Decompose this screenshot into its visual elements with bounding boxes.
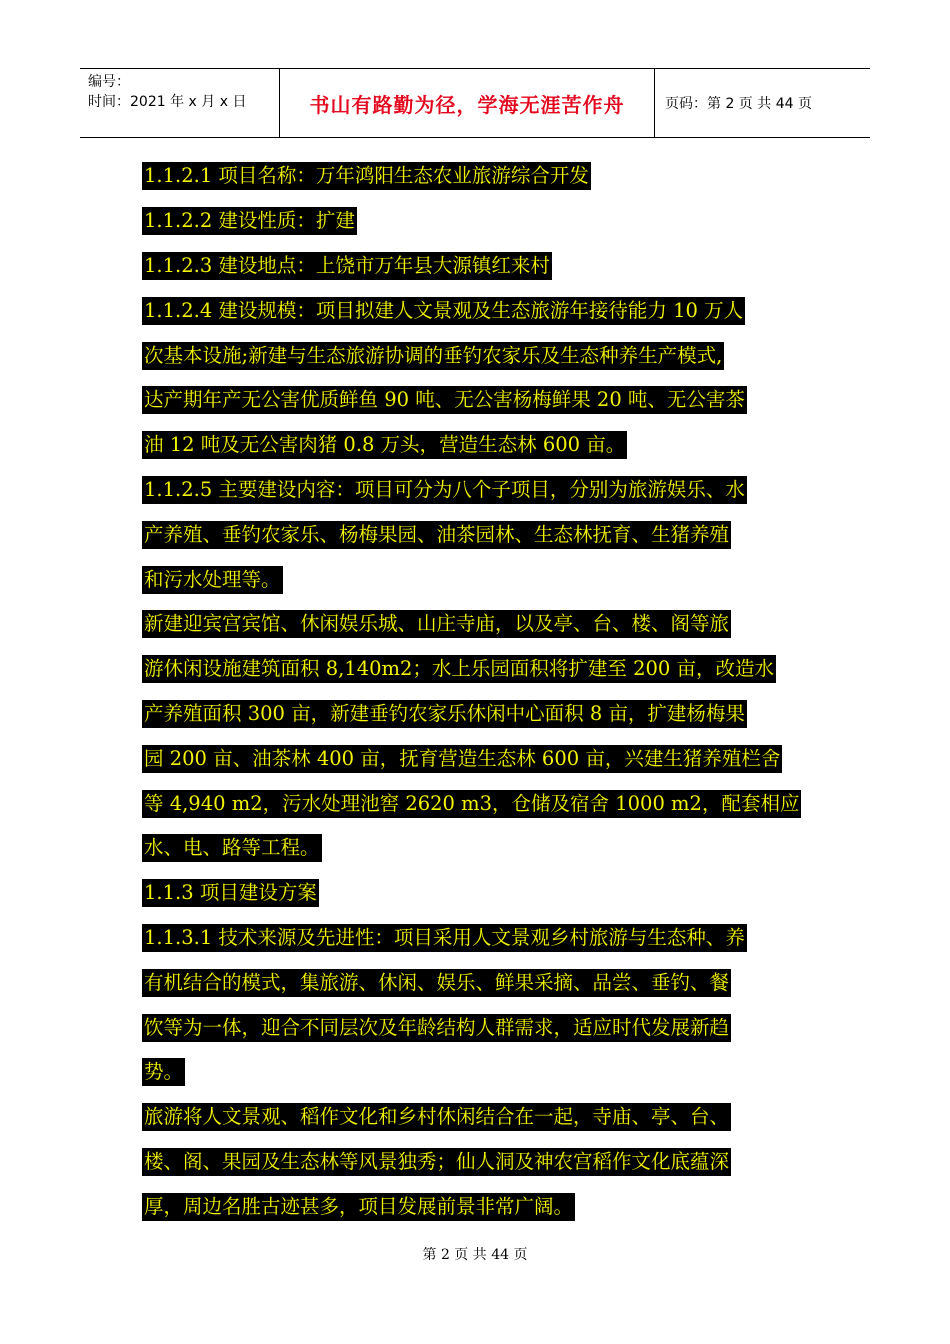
highlighted-text: 油 12 吨及无公害肉猪 0.8 万头，营造生态林 600 亩。 xyxy=(142,431,627,459)
body-line xyxy=(142,736,822,781)
body-line xyxy=(142,288,822,333)
document-time-label: 时间：2021 年 x 月 x 日 xyxy=(88,94,247,110)
body-line xyxy=(142,826,822,871)
highlighted-text: 达产期年产无公害优质鲜鱼 90 吨、无公害杨梅鲜果 20 吨、无公害茶 xyxy=(142,386,747,414)
body-line xyxy=(142,1005,822,1050)
highlighted-text: 厚，周边名胜古迹甚多，项目发展前景非常广阔。 xyxy=(142,1193,575,1221)
highlighted-text: 楼、阁、果园及生态林等风景独秀；仙人洞及神农宫稻作文化底蕴深 xyxy=(142,1148,731,1176)
highlighted-text: 产养殖、垂钓农家乐、杨梅果园、油茶园林、生态林抚育、生猪养殖 xyxy=(142,521,731,549)
highlighted-text: 有机结合的模式，集旅游、休闲、娱乐、鲜果采摘、品尝、垂钓、餐 xyxy=(142,969,731,997)
page-header xyxy=(80,68,870,138)
body-line xyxy=(142,512,822,557)
highlighted-text: 1.1.3.1 技术来源及先进性：项目采用人文景观乡村旅游与生态种、养 xyxy=(142,924,747,952)
body-line xyxy=(142,199,822,244)
body-line xyxy=(142,423,822,468)
body-line xyxy=(142,154,822,199)
highlighted-text: 产养殖面积 300 亩，新建垂钓农家乐休闲中心面积 8 亩，扩建杨梅果 xyxy=(142,700,747,728)
highlighted-text: 次基本设施;新建与生态旅游协调的垂钓农家乐及生态种养生产模式, xyxy=(142,342,724,370)
body-line xyxy=(142,468,822,513)
highlighted-text: 1.1.2.5 主要建设内容：项目可分为八个子项目，分别为旅游娱乐、水 xyxy=(142,476,747,504)
body-line xyxy=(142,692,822,737)
body-line xyxy=(142,916,822,961)
body-line xyxy=(142,781,822,826)
header-motto-cell xyxy=(280,69,655,137)
highlighted-text: 等 4,940 m2，污水处理池窖 2620 m3，仓储及宿舍 1000 m2，配套相应 xyxy=(142,790,801,818)
highlighted-text: 旅游将人文景观、稻作文化和乡村休闲结合在一起，寺庙、亭、台、 xyxy=(142,1103,731,1131)
highlighted-text: 园 200 亩、油茶林 400 亩，抚育营造生态林 600 亩，兴建生猪养殖栏舍 xyxy=(142,745,782,773)
body-line xyxy=(142,1140,822,1185)
body-line xyxy=(142,871,822,916)
header-meta-cell xyxy=(80,69,280,137)
body-line xyxy=(142,1184,822,1229)
document-number-label: 编号： xyxy=(88,74,130,90)
body-line xyxy=(142,1095,822,1140)
highlighted-text: 1.1.2.2 建设性质：扩建 xyxy=(142,207,357,235)
body-line xyxy=(142,557,822,602)
highlighted-text: 和污水处理等。 xyxy=(142,566,283,594)
highlighted-text: 游休闲设施建筑面积 8,140m2；水上乐园面积将扩建至 200 亩，改造水 xyxy=(142,655,776,683)
highlighted-text: 1.1.2.4 建设规模：项目拟建人文景观及生态旅游年接待能力 10 万人 xyxy=(142,297,745,325)
body-line xyxy=(142,602,822,647)
document-body xyxy=(142,154,822,1229)
footer-page-number: 第 2 页 共 44 页 xyxy=(422,1247,528,1263)
header-motto: 书山有路勤为径，学海无涯苦作舟 xyxy=(309,92,625,117)
page-footer xyxy=(0,1244,950,1264)
highlighted-text: 1.1.2.3 建设地点：上饶市万年县大源镇红来村 xyxy=(142,252,552,280)
highlighted-text: 新建迎宾宫宾馆、休闲娱乐城、山庄寺庙，以及亭、台、楼、阁等旅 xyxy=(142,610,731,638)
header-page-info: 页码：第 2 页 共 44 页 xyxy=(665,96,812,112)
body-line xyxy=(142,333,822,378)
highlighted-text: 饮等为一体，迎合不同层次及年龄结构人群需求，适应时代发展新趋 xyxy=(142,1014,731,1042)
highlighted-text: 水、电、路等工程。 xyxy=(142,834,322,862)
header-page-cell xyxy=(655,69,870,137)
body-line xyxy=(142,960,822,1005)
body-line xyxy=(142,647,822,692)
highlighted-text: 1.1.3 项目建设方案 xyxy=(142,879,319,907)
body-line xyxy=(142,378,822,423)
body-line xyxy=(142,1050,822,1095)
highlighted-text: 1.1.2.1 项目名称：万年鸿阳生态农业旅游综合开发 xyxy=(142,162,591,190)
body-line xyxy=(142,244,822,289)
highlighted-text: 势。 xyxy=(142,1058,185,1086)
